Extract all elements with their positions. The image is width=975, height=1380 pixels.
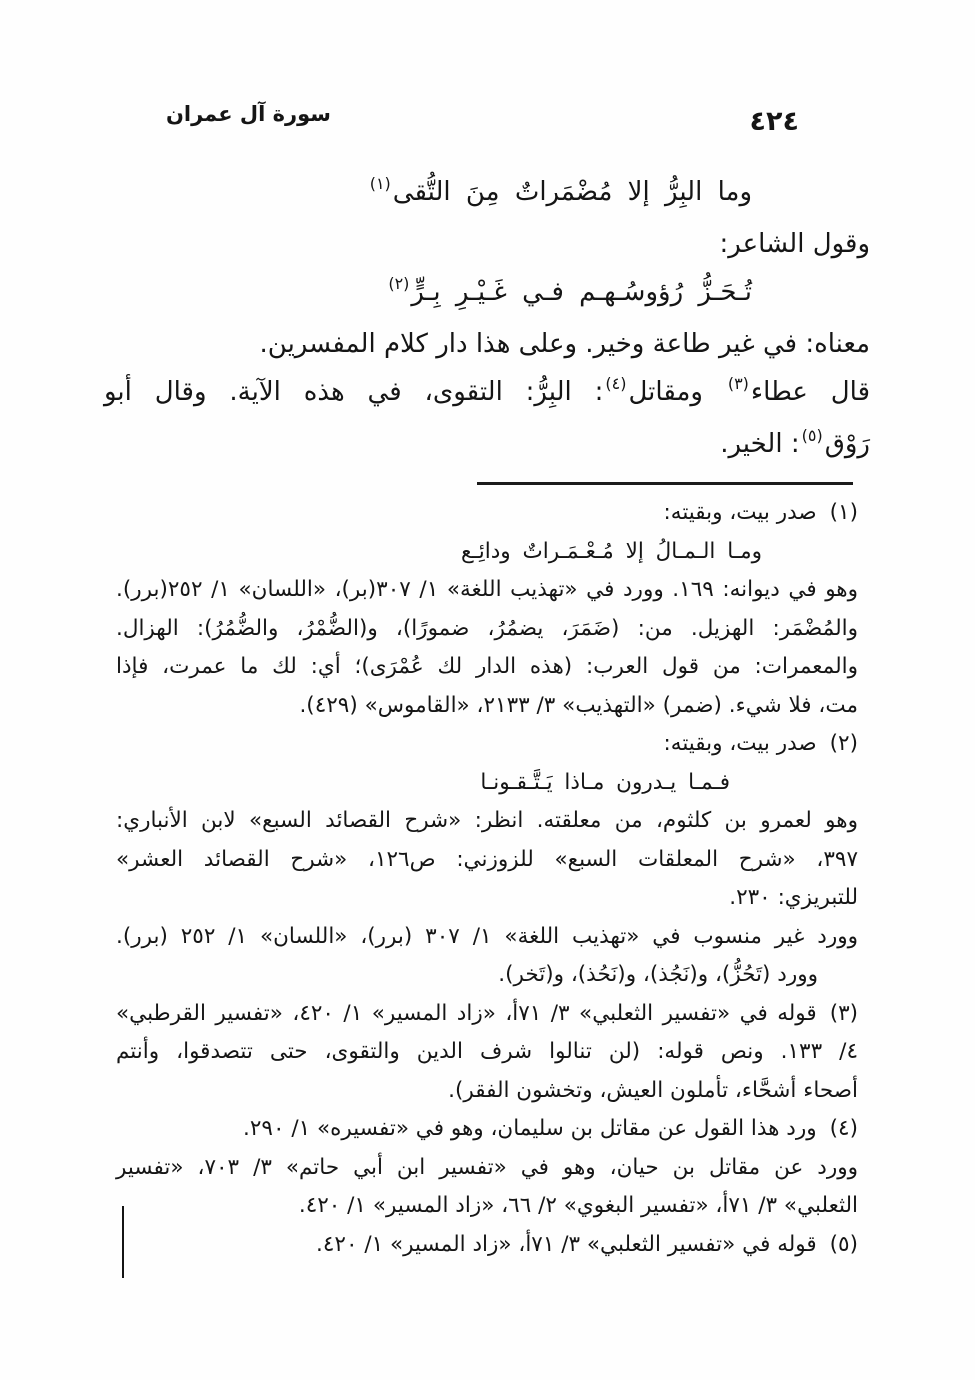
verse-line-2	[104, 268, 870, 320]
footnote-1-head	[116, 494, 858, 533]
footnote-2-verse: فـمـا يـدرون مـاذا يَـتَّـقـونـا	[480, 769, 730, 795]
footnote-3-line: أصحاء أشحَّاء، تأملون العيش، وتخشون الفقر).	[448, 1077, 858, 1103]
footnote-1-line: مت، فلا شيء. (ضمر) «التهذيب» ٣/ ٢١٣٣، «القاموس» (٤٢٩).	[299, 692, 858, 718]
footnote-ref-4: (٤)	[605, 374, 627, 393]
footnote-4-line: وورد عن مقاتل بن حيان، وهو في «تفسير ابن أبي حاتم» ٣/ ٧٠٣، «تفسير	[116, 1154, 858, 1180]
footnote-ref-3: (٣)	[727, 374, 749, 393]
qala-line	[104, 368, 870, 420]
footnote-2-line: ٣٩٧، «شرح المعلقات السبع» للزوزني: ص١٢٦، «شرح القصائد العشر»	[116, 846, 859, 872]
verse-1-text: وما البِرُّ إلا مُضْمَراتٌ مِنَ التُّقى	[392, 177, 752, 207]
footnote-2-marker: (٢)	[829, 731, 858, 756]
footnote-ref-2: (٢)	[388, 274, 410, 293]
footnote-1-line: وهو في ديوانه: ١٦٩. وورد في «تهذيب اللغة» ١/ ٣٠٧(بر)، «اللسان» ١/ ٢٥٢(برر).	[116, 577, 859, 602]
footnote-1-line: والمُضْمَر: الهزيل. من: (ضَمَرَ، يضمُرُ، ضمورًا)، و(الضُّمْرُ، والضُّمُرُ): الهزال.	[116, 615, 858, 641]
meaning-line: معناه: في غير طاعة وخير. وعلى هذا دار كلام المفسرين.	[259, 328, 870, 359]
qala-seg3: : البِرُّ: التقوى، في هذه الآية. وقال أبو	[104, 377, 604, 407]
running-head: سورة آل عمران	[166, 102, 331, 126]
footnote-5-head-text: قوله في «تفسير الثعلبي» ٣/ ٧١أ، «زاد المسير» ١/ ٤٢٠.	[316, 1231, 817, 1257]
footnote-3-line: ٤/ ١٣٣. ونص قوله: (لن تنالوا شرف الدين والتقوى، حتى تتصدقوا، وأنتم	[116, 1039, 858, 1064]
footnote-2-line: وورد (تَحُزُّ)، و(نَجُذ)، و(نَحُذ)، و(تَخر).	[498, 962, 818, 987]
footnote-1-marker: (١)	[829, 500, 858, 525]
footnotes-block	[116, 494, 858, 1264]
footnote-2-head-text: صدر بيت، وبقيته:	[663, 731, 817, 756]
verse-line-1	[104, 168, 870, 220]
footnote-4-head-text: ورد هذا القول عن مقاتل بن سليمان، وهو في «تفسيره» ١/ ٢٩٠.	[243, 1116, 817, 1141]
main-text	[104, 168, 870, 471]
verse-2-text: تُـحَـزُّ رُؤوسُـهـم فـي غَـيْـرِ بِـرٍّ	[411, 277, 752, 307]
footnote-3-marker: (٣)	[829, 1000, 859, 1026]
footnote-2-head	[116, 725, 858, 764]
rawq-seg2: : الخير.	[720, 428, 800, 459]
footnote-4-head	[116, 1110, 858, 1149]
footnote-ref-5: (٥)	[801, 425, 823, 445]
footnote-4-marker: (٤)	[829, 1116, 858, 1141]
footnote-2-line: وهو لعمرو بن كلثوم، من معلقته. انظر: «شرح القصائد السبع» لابن الأنباري:	[116, 808, 858, 833]
footnote-ref-1: (١)	[369, 174, 391, 193]
footnote-1-verse: ومـا الـمـالُ إلا مُـعْـمَـراتٌ ودائِـع	[461, 538, 762, 564]
scan-artifact-line	[122, 1206, 124, 1278]
page-number: ٤٢٤	[749, 106, 799, 137]
footnote-5-head	[116, 1226, 858, 1265]
footnote-2-line: وورد غير منسوب في «تهذيب اللغة» ١/ ٣٠٧ (برر)، «اللسان» ١/ ٢٥٢ (برر).	[116, 923, 859, 949]
footnote-4-line: الثعلبي» ٣/ ٧١أ، «تفسير البغوي» ٢/ ٦٦، «زاد المسير» ١/ ٤٢٠.	[298, 1193, 858, 1218]
rawq-seg1: رَوْق	[824, 428, 870, 459]
qala-seg1: قال عطاء	[750, 377, 871, 407]
speaker-intro-line: وقول الشاعر:	[719, 228, 870, 259]
footnote-1-head-text: صدر بيت، وبقيته:	[663, 500, 817, 525]
footnote-2-line: للتبريزي: ٢٣٠.	[729, 885, 858, 910]
footnote-1-line: والمعمرات: من قول العرب: (هذه الدار لك عُمْرَى)؛ أي: لك ما عمرت، فإذا	[116, 654, 858, 679]
rawq-line	[104, 420, 870, 472]
footnote-5-marker: (٥)	[829, 1231, 858, 1257]
footnote-3-head-text: قوله في «تفسير الثعلبي» ٣/ ٧١أ، «زاد المسير» ١/ ٤٢٠، «تفسير القرطبي»	[116, 1000, 817, 1026]
qala-seg2: ومقاتل	[628, 377, 726, 407]
footnote-separator	[477, 482, 853, 485]
footnote-3-head	[116, 995, 858, 1034]
